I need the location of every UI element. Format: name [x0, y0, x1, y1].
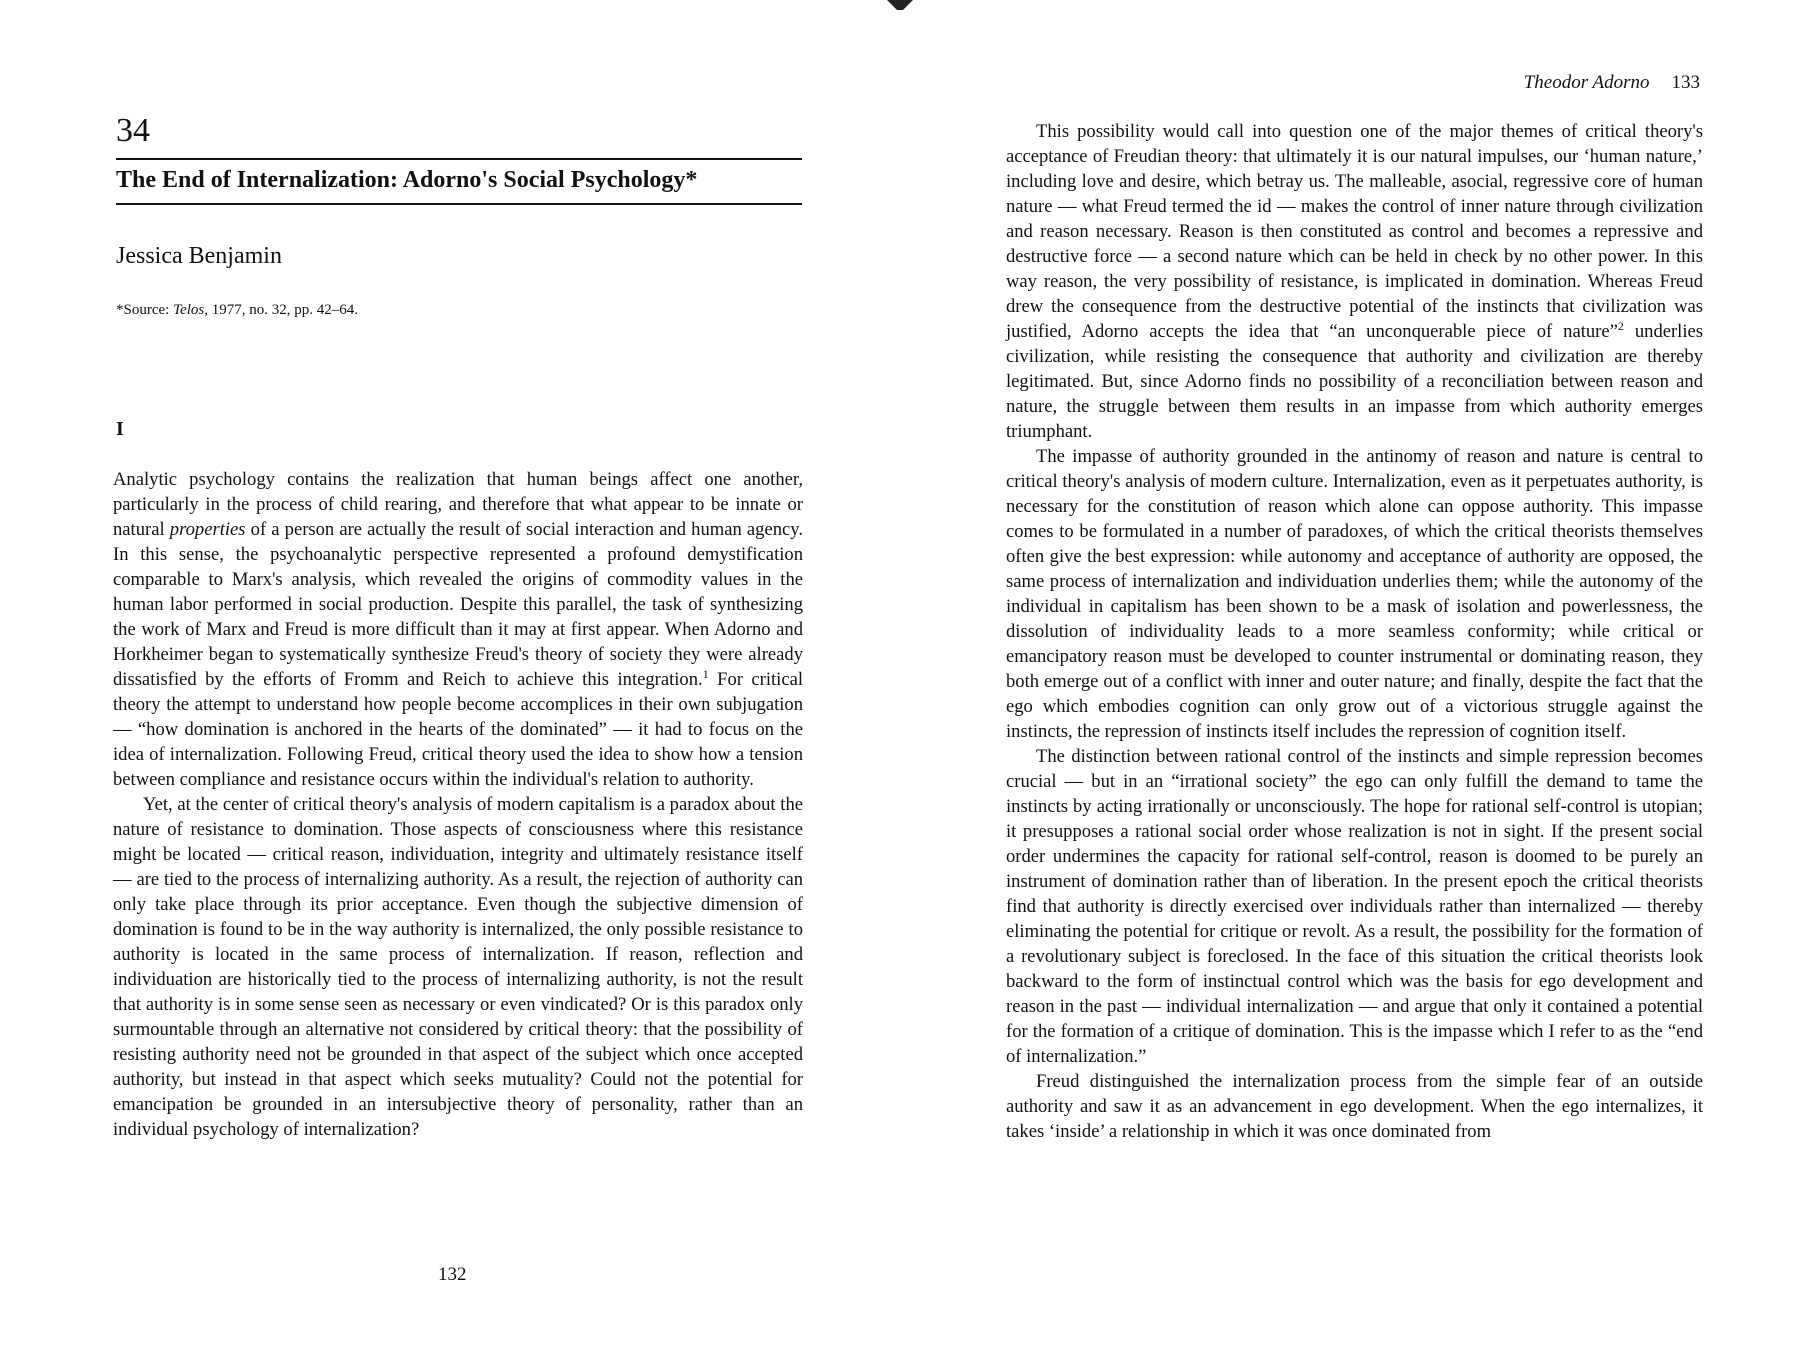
section-number: I	[116, 418, 124, 440]
chapter-title: The End of Internalization: Adorno's Social Psychology*	[116, 167, 698, 193]
paragraph	[113, 467, 803, 792]
title-rule-top	[116, 158, 802, 160]
paragraph: The distinction between rational control of the instincts and simple repression becomes crucial — but in an “irrational society” the ego can only fulfill the demand to tame the instincts by acting irrationally or unconsciously. The hope for rational self-control is utopian; it presupposes a rational social order whose realization is not in sight. If the present social order undermines the capacity for rational self-control, reason is doomed to be purely an instrument of domination rather than of liberation. In the present epoch the critical theorists find that authority is directly exercised over individuals rather than internalized — thereby eliminating the potential for critique or revolt. As a result, the possibility for the formation of a revolutionary subject is foreclosed. In the face of this situation the critical theorists look backward to the form of instinctual control which was the basis for ego development and reason in the past — individual internalization — and argue that only it contained a potential for the formation of a critique of domination. This is the impasse which I refer to as the “end of internalization.”	[1006, 746, 1703, 1067]
paragraph	[1006, 119, 1703, 444]
running-head	[1524, 71, 1700, 95]
paragraph-text: Analytic psychology contains the realization that human beings affect one another, particularly in the process of child rearing, and therefore that what appear to be innate or natural	[113, 469, 803, 540]
left-page	[0, 0, 900, 1355]
paragraph: Yet, at the center of critical theory's analysis of modern capitalism is a paradox about the nature of resistance to domination. Those aspects of consciousness where this resistance might be located — critical reason, individuation, integrity and ultimately resistance itself — are tied to the process of internalizing authority. As a result, the rejection of authority can only take place through its prior acceptance. Even though the subjective dimension of domination is found to be in the way authority is internalized, the only possible resistance to authority is located in the same process of internalization. If reason, reflection and individuation are historically tied to the process of internalizing authority, is not the result that authority is in some sense seen as necessary or even vindicated? Or is this paradox only surmountable through an alternative not considered by critical theory: that the possibility of resisting authority need not be grounded in that aspect of the subject which once accepted authority, but instead in that aspect which seeks mutuality? Could not the potential for emancipation be grounded in an intersubjective theory of personality, rather than an individual psychology of internalization?	[113, 794, 803, 1140]
title-rule-bottom	[116, 203, 802, 205]
right-body-text	[1006, 119, 1703, 1144]
page-number: 132	[438, 1264, 467, 1285]
emphasis-text: properties	[169, 519, 246, 540]
paragraph-text: of a person are actually the result of social interaction and human agency. In this sense, the psychoanalytic perspective represented a profound demystification comparable to Marx's analysis, which revealed the origins of commodity values in the human labor performed in social production. Despite this parallel, the task of synthesizing the work of Marx and Freud is more difficult than it may at first appear. When Adorno and Horkheimer began to systematically synthesize Freud's theory of society they were already dissatisfied by the efforts of Fromm and Reich to achieve this integration.	[113, 519, 803, 690]
right-page	[900, 0, 1803, 1355]
author-name: Jessica Benjamin	[116, 243, 282, 269]
chapter-number: 34	[116, 112, 150, 149]
paragraph: Freud distinguished the internalization process from the simple fear of an outside authority and saw it as an advancement in ego development. When the ego internalizes, it takes ‘inside’ a relationship in which it was once dominated from	[1006, 1071, 1703, 1142]
footnote-ref: 1	[702, 666, 709, 681]
source-label: *Source:	[116, 302, 174, 318]
paragraph-text: For critical theory the attempt to understand how people become accomplices in their own subjugation — “how domination is anchored in the hearts of the dominated” — it had to focus on the idea of internalization. Following Freud, critical theory used the idea to show how a tension between compliance and resistance occurs within the individual's relation to authority.	[113, 669, 803, 790]
paragraph-text: underlies civilization, while resisting the consequence that authority and civilization are thereby legitimated. But, since Adorno finds no possibility of a reconciliation between reason and nature, the struggle between them results in an impasse from which authority emerges triumphant.	[1006, 321, 1704, 442]
source-details: , 1977, no. 32, pp. 42–64.	[204, 302, 358, 318]
page-number: 133	[1671, 72, 1700, 93]
source-note	[116, 300, 358, 320]
paragraph: The impasse of authority grounded in the antinomy of reason and nature is central to critical theory's analysis of modern culture. Internalization, even as it perpetuates authority, is necessary for the constitution of reason which alone can oppose authority. This impasse comes to be formulated in a number of paradoxes, of which the critical theorists themselves often give the best expression: while autonomy and acceptance of authority are opposed, the same process of internalization and individuation underlies them; while the autonomy of the individual in capitalism has been shown to be a mask of isolation and powerlessness, the dissolution of individuality leads to a more seamless conformity; while critical or emancipatory reason must be developed to counter instrumental or dominating reason, they both emerge out of a conflict with inner and outer nature; and finally, despite the fact that the ego which embodies cognition can only grow out of a victorious struggle against the instincts, the repression of instincts itself includes the repression of cognition itself.	[1006, 446, 1703, 742]
footnote-ref: 2	[1617, 318, 1624, 333]
paragraph-text: This possibility would call into question one of the major themes of critical theory's acceptance of Freudian theory: that ultimately it is our natural impulses, our ‘human nature,’ including love and desire, which betray us. The malleable, asocial, regressive core of human nature — what Freud termed the id — makes the control of inner nature through civilization and reason necessary. Reason is then constituted as control and becomes a repressive and destructive force — a second nature which can be held in check by no other power. In this way reason, the very possibility of resistance, is implicated in domination. Whereas Freud drew the consequence from the destructive potential of the instincts that civilization was justified, Adorno accepts the idea that “an unconquerable piece of nature”	[1006, 121, 1703, 342]
source-journal: Telos	[173, 302, 205, 318]
running-head-title: Theodor Adorno	[1523, 72, 1650, 93]
left-body-text	[113, 467, 803, 1142]
